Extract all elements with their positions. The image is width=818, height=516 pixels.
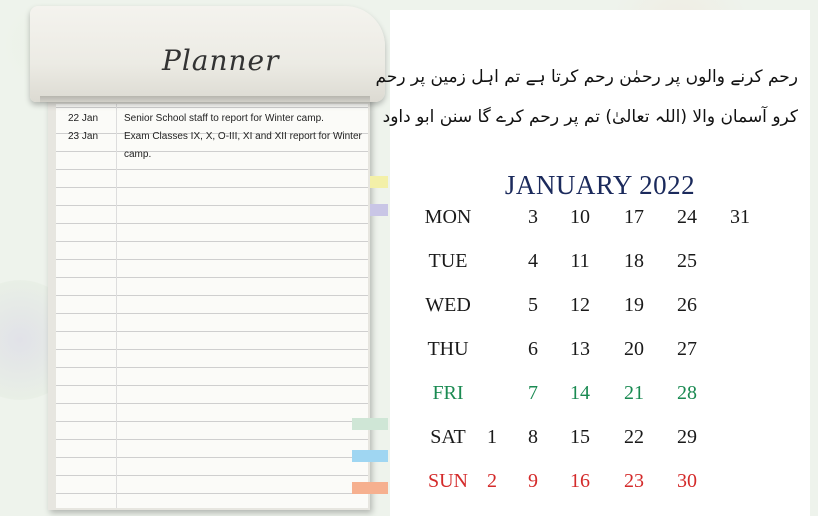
date-cell: 19 — [624, 294, 644, 316]
date-cell: 20 — [624, 338, 644, 360]
note-text: Exam Classes IX, X, O-III, XI and XII report for Winter camp. — [124, 131, 362, 160]
day-label: SAT — [430, 426, 466, 448]
date-cell: 4 — [528, 250, 538, 272]
page-margin-line — [116, 104, 117, 508]
date-cell: 31 — [730, 206, 750, 228]
calendar-row-fri — [390, 382, 810, 412]
month-title: JANUARY 2022 — [504, 170, 696, 200]
day-label: TUE — [428, 250, 468, 272]
date-cell: 7 — [528, 382, 538, 404]
date-cell: 13 — [570, 338, 590, 360]
tab-orange — [352, 482, 388, 494]
calendar-row-sat — [390, 426, 810, 456]
note-date: 23 Jan — [68, 131, 99, 142]
note-date: 22 Jan — [68, 113, 99, 124]
notepad-page — [56, 104, 368, 508]
calendar-row-wed — [390, 294, 810, 324]
day-label: WED — [425, 294, 471, 316]
date-cell: 5 — [528, 294, 538, 316]
hadith-line-1: رحم کرنے والوں پر رحمٰن رحم کرتا ہے تم اہل زمین پر رحم — [375, 67, 798, 87]
date-cell: 23 — [624, 470, 644, 492]
date-cell: 3 — [528, 206, 538, 228]
tab-yellow — [370, 176, 388, 188]
day-label: FRI — [432, 382, 464, 404]
note-text: Senior School staff to report for Winter camp. — [124, 113, 324, 124]
date-cell: 28 — [677, 382, 697, 404]
date-cell: 18 — [624, 250, 644, 272]
date-cell: 15 — [570, 426, 590, 448]
tab-lavender — [370, 204, 388, 216]
date-cell: 14 — [570, 382, 590, 404]
tab-blue — [352, 450, 388, 462]
date-cell: 24 — [677, 206, 697, 228]
date-cell: 26 — [677, 294, 697, 316]
hadith-line-2: کرو آسمان والا (اللہ تعالیٰ) تم پر رحم کرے گا سنن ابو داود — [382, 107, 798, 127]
date-cell: 6 — [528, 338, 538, 360]
date-cell: 30 — [677, 470, 697, 492]
date-cell: 2 — [487, 470, 497, 492]
date-cell: 11 — [570, 250, 590, 272]
date-cell: 16 — [570, 470, 590, 492]
date-cell: 22 — [624, 426, 644, 448]
date-cell: 9 — [528, 470, 538, 492]
calendar-row-tue — [390, 250, 810, 280]
planner-title: Planner — [162, 44, 280, 77]
date-cell: 25 — [677, 250, 697, 272]
date-cell: 21 — [624, 382, 644, 404]
day-label: MON — [424, 206, 472, 228]
date-cell: 8 — [528, 426, 538, 448]
calendar-row-thu — [390, 338, 810, 368]
date-cell: 17 — [624, 206, 644, 228]
date-cell: 10 — [570, 206, 590, 228]
date-cell: 1 — [487, 426, 497, 448]
calendar-row-sun — [390, 470, 810, 500]
calendar-row-mon — [390, 206, 810, 236]
day-label: THU — [427, 338, 469, 360]
curl-shadow — [40, 96, 370, 104]
date-cell: 29 — [677, 426, 697, 448]
calendar-panel — [375, 10, 810, 516]
day-label: SUN — [427, 470, 468, 492]
date-cell: 12 — [570, 294, 590, 316]
tab-mint — [352, 418, 388, 430]
date-cell: 27 — [677, 338, 697, 360]
